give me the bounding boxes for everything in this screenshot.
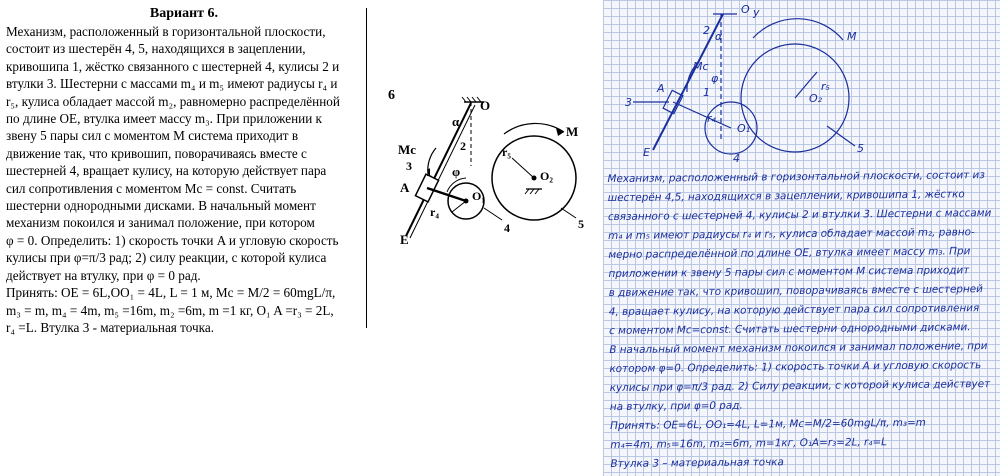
handwritten-line: с моментом Mc=const. Считать шестерни однородными дисками. (609, 321, 971, 338)
ground-support-O2 (525, 189, 542, 194)
label-5: 5 (578, 217, 584, 231)
handwritten-line: кулисы при φ=π/3 рад. 2) Силу реакции, с которой кулиса действует (609, 378, 991, 395)
handwritten-line: шестерён 4,5, находящихся в зацеплении, кривошипа 1, жёстко (607, 188, 965, 205)
label-A: A (400, 180, 410, 195)
gear-5-pointer (561, 208, 576, 218)
handwritten-line: Механизм, расположенный в горизонтальной плоскости, состоит из (607, 169, 985, 186)
task-line: механизм покоился и занимал положение, при котором (6, 215, 315, 231)
task-line: движение так, что кривошип, поворачиваясь вместе с (6, 145, 307, 161)
handwritten-line: мерно распределённой по длине OE, втулка имеет массу m₃. При (608, 245, 971, 262)
handwritten-line: В начальный момент механизм покоился и занимал положение, при (609, 340, 988, 357)
sketch-label-r4: r₄ (707, 112, 716, 125)
label-O1: O₁ (472, 189, 485, 203)
notebook-photo (603, 0, 1000, 476)
handwritten-line: m₄ и m₅ имеют радиусы r₄ и r₅, кулиса обладает массой m₂, равно- (608, 226, 975, 243)
divider-line (366, 8, 367, 328)
radius-r5 (512, 158, 534, 178)
task-line: шестерни однородными дисками. В начальный момент (6, 198, 316, 214)
sketch-label-O2: O₂ (809, 92, 823, 105)
sketch-label-5-pointer (827, 126, 855, 146)
task-line: шестерней 4, вращает кулису, на которую действует пара (6, 163, 327, 179)
link-2-edge (410, 105, 475, 238)
task-line: втулки 3. Шестерни с массами m₄ и m₅ имеют радиусы r₄ и (6, 76, 338, 92)
sketch-label-phi: φ (711, 72, 719, 85)
handwritten-line: котором φ=0. Определить: 1) скорость точки A и угловую скорость (609, 359, 982, 376)
task-line: r₄ =L. Втулка 3 - материальная точка. (6, 319, 214, 335)
sketch-label-O: O (741, 3, 750, 16)
handwritten-line: на втулку, при φ=0 рад. (609, 399, 743, 414)
label-alpha: α (452, 114, 460, 129)
handwritten-line: Втулка 3 – материальная точка (610, 456, 784, 471)
sketch-label-O1: O₁ (737, 122, 751, 135)
sketch-label-alpha: α (715, 30, 723, 43)
task-text (6, 23, 362, 336)
label-r5: r₅ (502, 145, 511, 159)
label-Mc: Mc (398, 142, 417, 157)
handwritten-line: 4, вращает кулису, на которую действует пара сил сопротивления (608, 302, 980, 319)
figure-number: 6 (388, 88, 395, 103)
sketch-label-1: 1 (703, 86, 710, 99)
task-line: по длине OE, втулка имеет массу m₃. При приложении к (6, 111, 322, 127)
label-r4: r₄ (430, 205, 439, 219)
task-line: звену 5 пары сил с моментом M система приходит в (6, 128, 299, 144)
label-M: M (566, 124, 579, 139)
label-4: 4 (504, 221, 510, 235)
label-1: 1 (426, 165, 432, 179)
mechanism-diagram (396, 96, 596, 246)
task-line: φ = 0. Определить: 1) скорость точки A и угловую скорость (6, 232, 339, 248)
sketch-label-A: A (657, 82, 665, 95)
sketch-label-y: y (753, 6, 760, 19)
sketch-M-arc (753, 19, 843, 40)
sketch-crank (673, 102, 731, 128)
label-2: 2 (460, 139, 466, 153)
handwritten-line: Принять: OE=6L, OO₁=4L, L=1м, Mc=M/2=60mgL/π, m₃=m (610, 416, 926, 433)
handwritten-text (607, 166, 998, 474)
handwritten-line: связанного с шестерней 4, кулисы 2 и втулки 3. Шестерни с массами (607, 207, 992, 224)
label-O2: O₂ (540, 169, 553, 183)
sketch-label-E: E (643, 146, 650, 159)
radius-r4 (452, 201, 466, 212)
gear-4-pointer (484, 208, 502, 220)
sketch-label-Mc: Mc (693, 60, 709, 73)
problem-statement (6, 2, 362, 472)
crank-1 (427, 188, 466, 201)
task-line: m₃ = m, m₄ = 4m, m₅ =16m, m₂ =6m, m =1 кг, O₁ A =r₃ = 2L, (6, 302, 334, 318)
task-line: действует на втулку, при φ = 0 рад. (6, 267, 201, 283)
task-line: сил сопротивления с моментом Mc = const. Считать (6, 180, 297, 196)
sketch-label-2: 2 (703, 24, 710, 37)
label-phi: φ (452, 164, 461, 179)
moment-M-arc (504, 123, 564, 134)
task-line: Механизм, расположенный в горизонтальной плоскости, (6, 24, 326, 39)
handwritten-line: m₄=4m, m₅=16m, m₂=6m, m=1кг, O₁A=r₃=2L, r₄=L (610, 436, 887, 452)
sketch-label-r5: r₅ (821, 80, 830, 93)
sketch-label-5: 5 (857, 142, 864, 155)
handwritten-line: в движение так, что кривошип, поворачиваясь вместе с шестерней (608, 283, 983, 300)
variant-title: Вариант 6. (149, 6, 219, 21)
sketch-label-M: M (847, 30, 857, 43)
label-3: 3 (406, 159, 412, 173)
task-line: r₅, кулиса обладает массой m₂, равномерно распределённой (6, 93, 340, 109)
handwritten-sketch (603, 0, 1000, 165)
task-line: кулисы при φ=π/3 рад; 2) силу реакции, с которой кулиса (6, 250, 327, 266)
task-line: кривошипа 1, жёстко связанного с шестерней 4, кулисы 2 и (6, 58, 340, 74)
label-E: E (400, 232, 409, 246)
sketch-label-3: 3 (625, 96, 632, 109)
task-line: Принять: OE = 6L,OO₁ = 4L, L = 1 м, Mc = M/2 = 60mgL/π, (6, 285, 336, 301)
task-line: состоит из шестерён 4, 5, находящихся в зацеплении, (6, 41, 306, 57)
sketch-label-4: 4 (733, 152, 740, 165)
handwritten-line: приложении к звену 5 пары сил с моментом M система приходит (608, 264, 970, 281)
label-O: O (480, 98, 491, 113)
